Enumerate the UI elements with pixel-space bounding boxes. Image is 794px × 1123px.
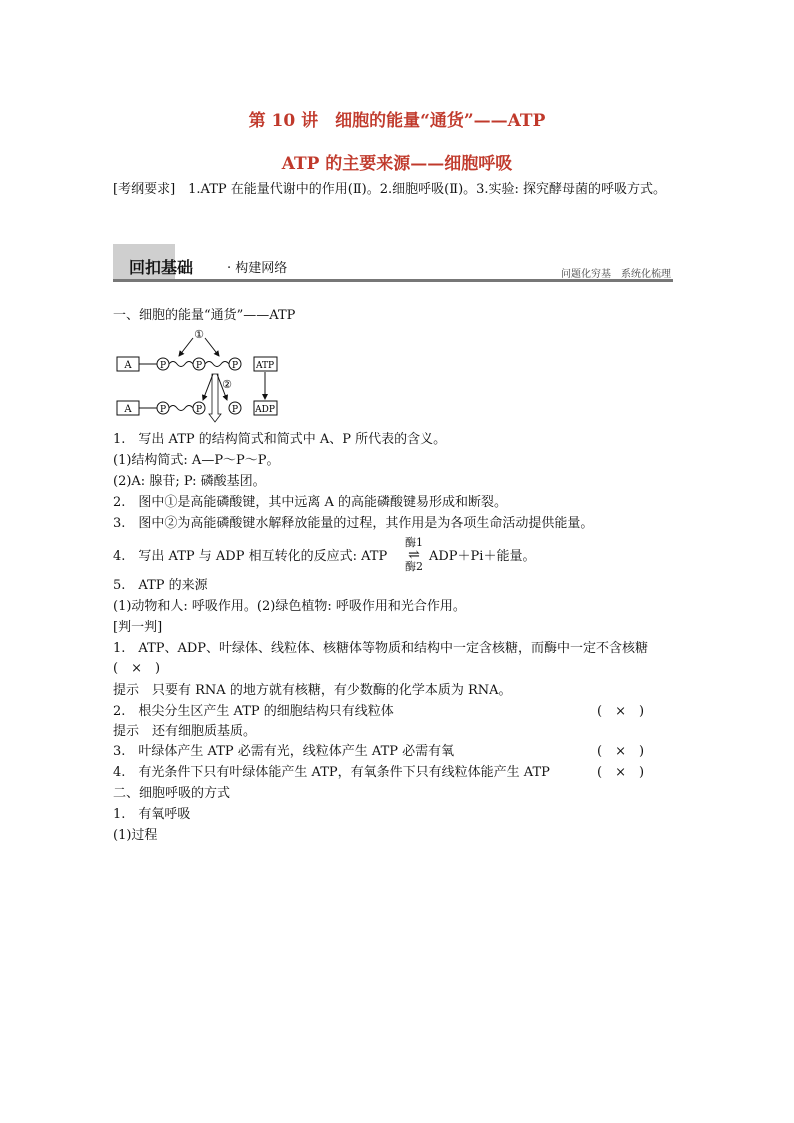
judge-item-2-mark: ( × ) <box>597 704 645 719</box>
question-4: 4. 写出 ATP 与 ADP 相互转化的反应式: ATP <box>113 549 388 564</box>
answer-1-2: (2)A: 腺苷; P: 磷酸基团。 <box>113 474 266 489</box>
page-subtitle: ATP 的主要来源——细胞呼吸 <box>281 154 513 174</box>
row1-phosphate-3-label: P <box>231 361 239 371</box>
answer-1-1: (1)结构简式: A—P～P～P。 <box>113 453 280 468</box>
judge-heading: [判一判] <box>113 620 163 635</box>
marker-1: ① <box>194 328 204 341</box>
question-3: 3. 图中②为高能磷酸键水解释放能量的过程，其作用是为各项生命活动提供能量。 <box>113 516 594 531</box>
judge-item-4-mark: ( × ) <box>597 765 645 780</box>
enzyme-1-label: 酶1 <box>405 536 423 549</box>
section1-heading: 一、细胞的能量“通货”——ATP <box>113 308 296 323</box>
judge-item-1: 1. ATP、ADP、叶绿体、线粒体、核糖体等物质和结构中一定含核糖，而酶中一定不含核糖 <box>113 641 649 656</box>
banner-right-text: 问题化穷基 系统化梳理 <box>561 269 671 280</box>
row1-atp-label: ATP <box>255 361 275 371</box>
question-2: 2. 图中①是高能磷酸键，其中远离 A 的高能磷酸键易形成和断裂。 <box>113 495 508 510</box>
row1-phosphate-2-label: P <box>195 361 203 371</box>
judge-item-1-mark: ( × ) <box>113 661 161 676</box>
row2-adp-label: ADP <box>255 405 275 415</box>
row1-phosphate-1-label: P <box>159 361 167 371</box>
section2-item-1-process: (1)过程 <box>113 828 158 843</box>
reaction-enzymes <box>401 537 427 573</box>
judge-hint-1: 提示 只要有 RNA 的地方就有核糖，有少数酶的化学本质为 RNA。 <box>113 683 512 698</box>
reaction-products: ADP＋Pi＋能量。 <box>429 549 536 564</box>
row1-adenosine-label: A <box>124 360 132 371</box>
judge-item-3-mark: ( × ) <box>597 744 645 759</box>
banner-title: 回扣基础 <box>129 258 194 277</box>
row2-phosphate-3-label: P <box>231 405 239 415</box>
question-5: 5. ATP 的来源 <box>113 578 208 593</box>
judge-item-4: 4. 有光条件下只有叶绿体能产生 ATP，有氧条件下只有线粒体能产生 ATP <box>113 765 550 780</box>
section2-heading: 二、细胞呼吸的方式 <box>113 786 231 801</box>
row2-phosphate-1-label: P <box>159 405 167 415</box>
question-1: 1. 写出 ATP 的结构简式和简式中 A、P 所代表的含义。 <box>113 432 447 447</box>
row2-adenosine-label: A <box>124 404 132 415</box>
page-title: 第 10 讲 细胞的能量“通货”——ATP <box>248 111 546 131</box>
enzyme-2-label: 酶2 <box>405 560 423 573</box>
section-banner <box>113 244 673 282</box>
judge-hint-2: 提示 还有细胞质基质。 <box>113 724 257 739</box>
judge-item-3: 3. 叶绿体产生 ATP 必需有光，线粒体产生 ATP 必需有氧 <box>113 744 455 759</box>
row2-phosphate-2-label: P <box>195 405 203 415</box>
banner-subtitle: · 构建网络 <box>227 261 288 276</box>
section2-item-1: 1. 有氧呼吸 <box>113 807 191 822</box>
exam-requirements: [考纲要求] 1.ATP 在能量代谢中的作用(Ⅱ)。2.细胞呼吸(Ⅱ)。3.实验: 探究酵母菌的呼吸方式。 <box>113 182 667 197</box>
answer-5: (1)动物和人: 呼吸作用。(2)绿色植物: 呼吸作用和光合作用。 <box>113 599 466 614</box>
reversible-arrow-icon: ⇌ <box>408 547 420 563</box>
judge-item-2: 2. 根尖分生区产生 ATP 的细胞结构只有线粒体 <box>113 704 394 719</box>
marker-2: ② <box>222 378 232 391</box>
atp-structure-diagram <box>113 322 283 426</box>
